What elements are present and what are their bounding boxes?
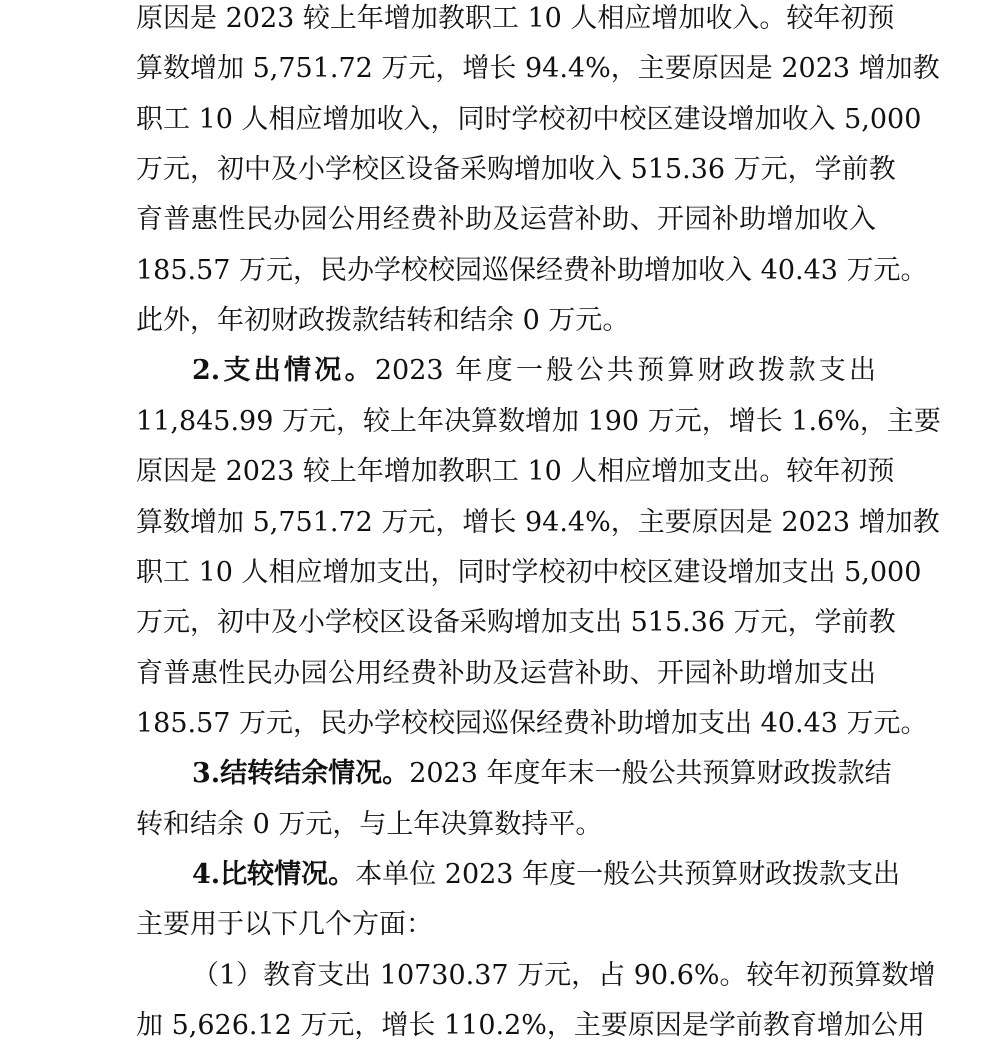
line-text: 185.57 万元，民办学校校园巡保经费补助增加支出 40.43 万元。 (136, 708, 928, 739)
paragraph-line (136, 0, 895, 44)
line-text: 算数增加 5,751.72 万元，增长 94.4%，主要原因是 2023 增加教 (136, 53, 940, 84)
paragraph-line (136, 95, 922, 145)
section-heading-line (192, 850, 901, 900)
paragraph-line (136, 900, 876, 950)
paragraph-line (136, 246, 928, 296)
section-heading: 2.支出情况。 (192, 355, 375, 386)
paragraph-line (136, 598, 896, 648)
paragraph-line (136, 296, 876, 346)
paragraph-line (136, 498, 940, 548)
line-text: 主要用于以下几个方面： (136, 909, 433, 940)
line-text: 2023 年度一般公共预算财政拨款支出 (374, 355, 876, 386)
line-text: 原因是 2023 较上年增加教职工 10 人相应增加收入。较年初预 (136, 3, 895, 34)
line-text: 此外，年初财政拨款结转和结余 0 万元。 (136, 305, 630, 336)
line-text: 加 5,626.12 万元，增长 110.2%，主要原因是学前教育增加公用 (136, 1010, 925, 1041)
line-text: 原因是 2023 较上年增加教职工 10 人相应增加支出。较年初预 (136, 456, 895, 487)
line-text: 转和结余 0 万元，与上年决算数持平。 (136, 809, 603, 840)
line-text: 2023 年度年末一般公共预算财政拨款结 (409, 758, 892, 789)
section-heading: 3.结转结余情况。 (192, 758, 410, 789)
paragraph-line (136, 649, 876, 699)
line-text: 万元，初中及小学校区设备采购增加收入 515.36 万元，学前教 (136, 154, 896, 185)
line-text: 11,845.99 万元，较上年决算数增加 190 万元，增长 1.6%，主要 (136, 406, 941, 437)
paragraph-line (136, 145, 896, 195)
line-text: 185.57 万元，民办学校校园巡保经费补助增加收入 40.43 万元。 (136, 255, 928, 286)
section-heading-line (192, 749, 892, 799)
paragraph-line (136, 397, 941, 447)
line-text: 万元，初中及小学校区设备采购增加支出 515.36 万元，学前教 (136, 607, 896, 638)
line-text: 职工 10 人相应增加支出，同时学校初中校区建设增加支出 5,000 (136, 557, 922, 588)
line-text: 算数增加 5,751.72 万元，增长 94.4%，主要原因是 2023 增加教 (136, 507, 940, 538)
paragraph-line (136, 699, 928, 749)
line-text: （1）教育支出 10730.37 万元，占 90.6%。较年初预算数增 (192, 960, 936, 991)
list-item-line (192, 951, 936, 1001)
paragraph-line (136, 195, 876, 245)
paragraph-line (136, 44, 940, 94)
paragraph-line (136, 447, 895, 497)
section-heading: 4.比较情况。 (192, 859, 356, 890)
line-text: 职工 10 人相应增加收入，同时学校初中校区建设增加收入 5,000 (136, 104, 922, 135)
line-text: 本单位 2023 年度一般公共预算财政拨款支出 (355, 859, 901, 890)
paragraph-line (136, 548, 922, 598)
section-heading-line (192, 346, 876, 396)
paragraph-line (136, 800, 876, 850)
line-text: 育普惠性民办园公用经费补助及运营补助、开园补助增加支出 (136, 658, 876, 689)
line-text: 育普惠性民办园公用经费补助及运营补助、开园补助增加收入 (136, 204, 876, 235)
